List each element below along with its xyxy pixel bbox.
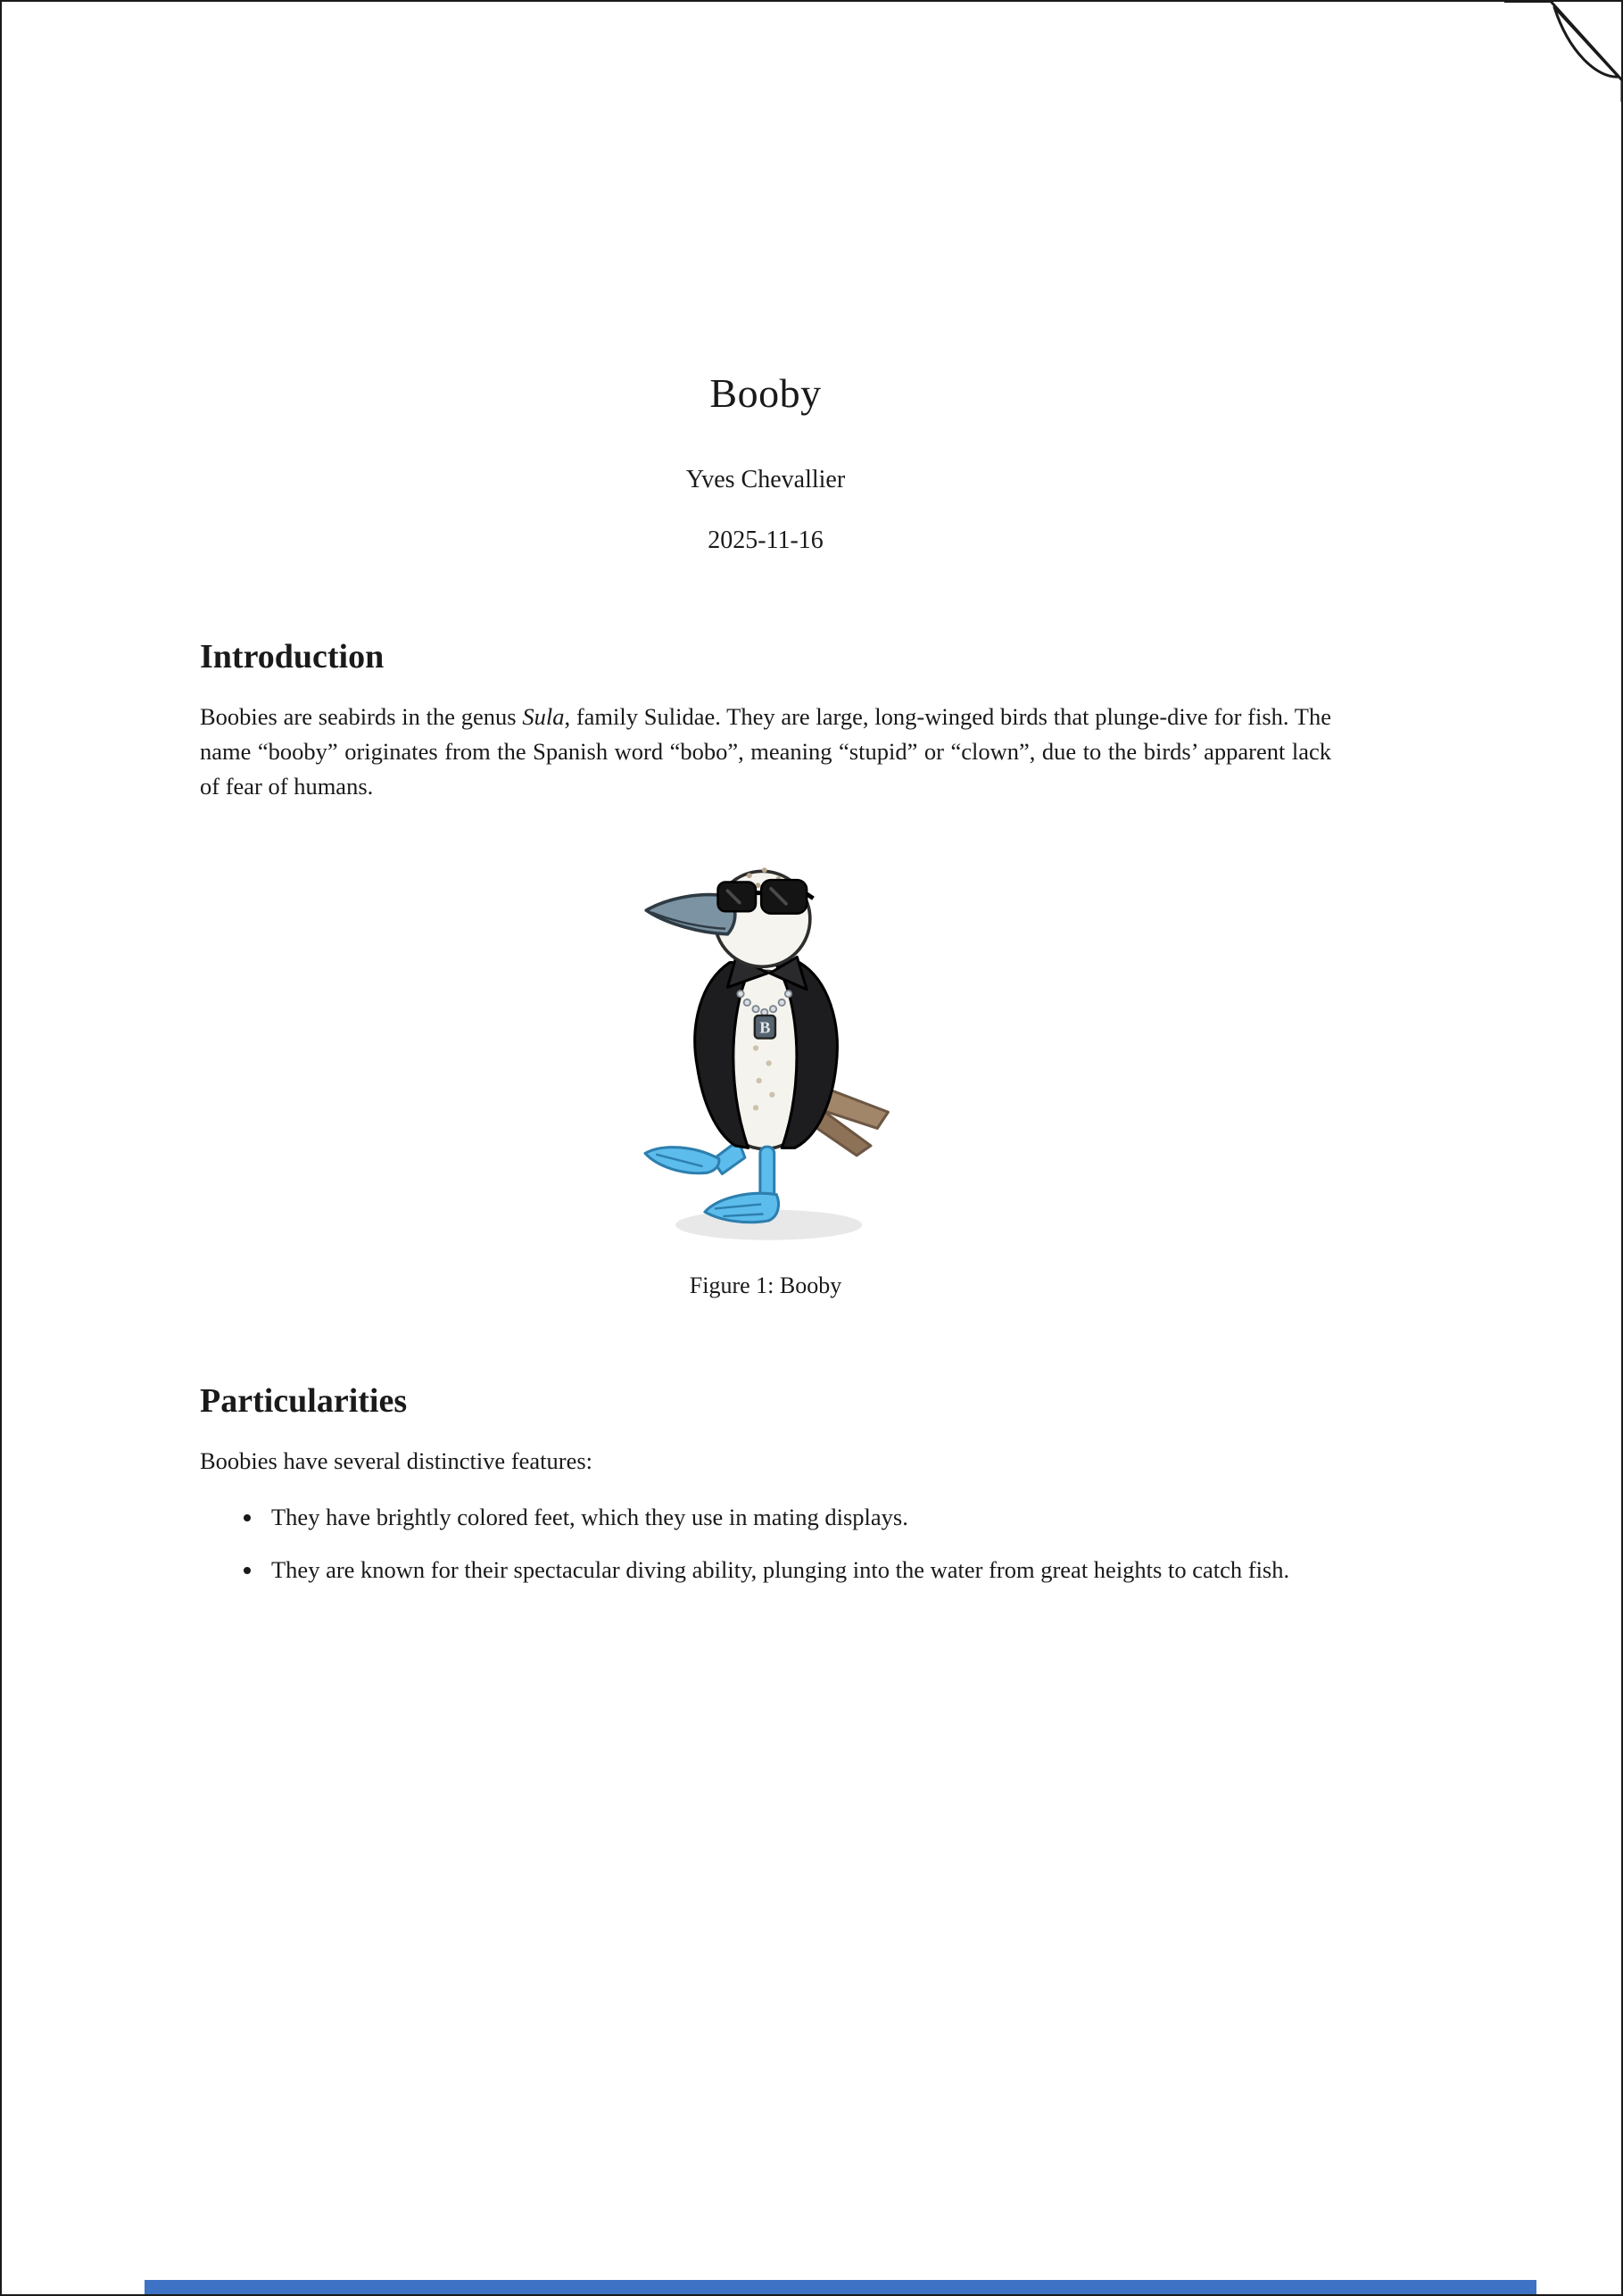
features-list — [200, 1500, 1331, 1587]
particularities-intro: Boobies have several distinctive features: — [200, 1446, 593, 1474]
footer-bar — [145, 2280, 1536, 2294]
raised-foot — [645, 1140, 745, 1174]
pendant — [755, 1015, 775, 1039]
section-heading-particularities: Particularities — [200, 1381, 408, 1420]
section-heading-introduction: Introduction — [200, 638, 385, 676]
list-item: • They have brightly colored feet, which they use in mating displays. — [264, 1500, 1331, 1535]
document-title: Booby — [709, 370, 822, 416]
introduction-paragraph — [200, 700, 1331, 804]
introduction-text-before: Boobies are seabirds in the genus — [200, 703, 523, 730]
figure-booby — [200, 834, 1331, 1299]
folded-corner-icon — [1504, 0, 1623, 102]
booby-illustration — [596, 834, 935, 1247]
document-author: Yves Chevallier — [685, 466, 846, 493]
title-block — [200, 369, 1331, 555]
introduction-italic-term: Sula — [522, 703, 565, 730]
sunglasses-icon — [718, 880, 814, 914]
pendant-letter: B — [759, 1018, 771, 1037]
list-item: • They are known for their spectacular diving ability, plunging into the water from great heights to catch fish. — [264, 1553, 1331, 1587]
figure-caption: Figure 1: Booby — [689, 1272, 842, 1298]
document-content — [200, 2, 1331, 1587]
document-date: 2025-11-16 — [708, 526, 824, 554]
introduction-text-after: , family Sulidae. They are large, long-winged birds that plunge-dive for fish. The name “booby” originates from the Spanish word “bobo”, meaning “stupid” or “clown”, due to the birds’ apparent lack of fear of humans. — [200, 703, 1331, 800]
